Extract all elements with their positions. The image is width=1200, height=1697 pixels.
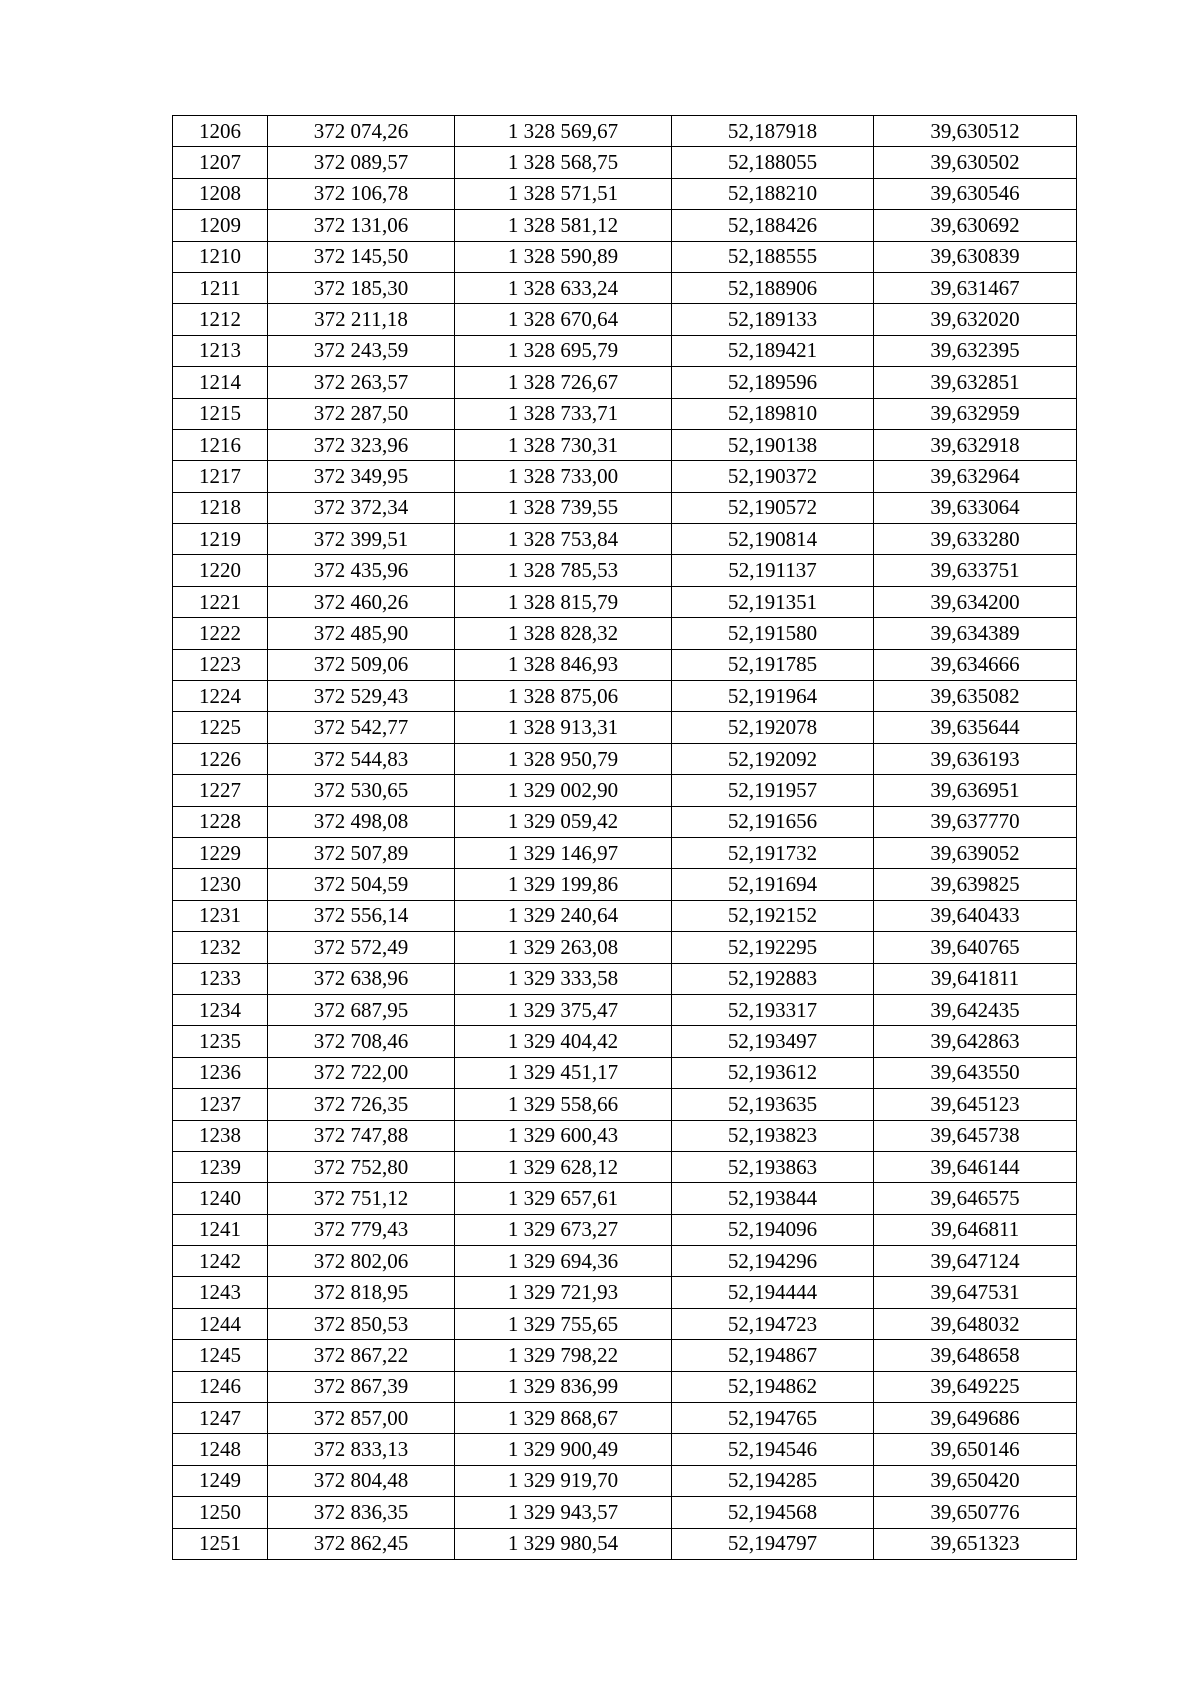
point-number-cell: 1225	[173, 712, 268, 743]
latitude-cell: 52,192883	[672, 963, 874, 994]
x-coordinate-cell: 372 867,39	[268, 1371, 455, 1402]
longitude-cell: 39,650776	[874, 1497, 1077, 1528]
x-coordinate-cell: 372 504,59	[268, 869, 455, 900]
x-coordinate-cell: 372 726,35	[268, 1089, 455, 1120]
longitude-cell: 39,635644	[874, 712, 1077, 743]
table-row	[173, 555, 1077, 586]
point-number-cell: 1237	[173, 1089, 268, 1120]
longitude-cell: 39,634389	[874, 618, 1077, 649]
longitude-cell: 39,640765	[874, 932, 1077, 963]
y-coordinate-cell: 1 328 815,79	[455, 586, 672, 617]
latitude-cell: 52,193317	[672, 994, 874, 1025]
y-coordinate-cell: 1 329 798,22	[455, 1340, 672, 1371]
y-coordinate-cell: 1 329 451,17	[455, 1057, 672, 1088]
longitude-cell: 39,636193	[874, 743, 1077, 774]
point-number-cell: 1215	[173, 398, 268, 429]
latitude-cell: 52,188055	[672, 147, 874, 178]
x-coordinate-cell: 372 185,30	[268, 272, 455, 303]
point-number-cell: 1233	[173, 963, 268, 994]
longitude-cell: 39,630692	[874, 210, 1077, 241]
y-coordinate-cell: 1 329 836,99	[455, 1371, 672, 1402]
x-coordinate-cell: 372 556,14	[268, 900, 455, 931]
y-coordinate-cell: 1 328 581,12	[455, 210, 672, 241]
latitude-cell: 52,190572	[672, 492, 874, 523]
longitude-cell: 39,632959	[874, 398, 1077, 429]
latitude-cell: 52,188906	[672, 272, 874, 303]
x-coordinate-cell: 372 399,51	[268, 524, 455, 555]
latitude-cell: 52,194867	[672, 1340, 874, 1371]
longitude-cell: 39,639825	[874, 869, 1077, 900]
point-number-cell: 1238	[173, 1120, 268, 1151]
y-coordinate-cell: 1 328 733,00	[455, 461, 672, 492]
table-row	[173, 492, 1077, 523]
x-coordinate-cell: 372 802,06	[268, 1246, 455, 1277]
table-row	[173, 1246, 1077, 1277]
longitude-cell: 39,630546	[874, 178, 1077, 209]
table-row	[173, 994, 1077, 1025]
point-number-cell: 1218	[173, 492, 268, 523]
x-coordinate-cell: 372 857,00	[268, 1403, 455, 1434]
x-coordinate-cell: 372 687,95	[268, 994, 455, 1025]
y-coordinate-cell: 1 328 568,75	[455, 147, 672, 178]
latitude-cell: 52,194444	[672, 1277, 874, 1308]
table-row	[173, 1371, 1077, 1402]
table-row	[173, 1528, 1077, 1559]
y-coordinate-cell: 1 328 590,89	[455, 241, 672, 272]
latitude-cell: 52,194723	[672, 1308, 874, 1339]
longitude-cell: 39,633280	[874, 524, 1077, 555]
table-row	[173, 837, 1077, 868]
table-row	[173, 1277, 1077, 1308]
latitude-cell: 52,187918	[672, 116, 874, 147]
x-coordinate-cell: 372 529,43	[268, 681, 455, 712]
longitude-cell: 39,630502	[874, 147, 1077, 178]
point-number-cell: 1222	[173, 618, 268, 649]
table-row	[173, 1151, 1077, 1182]
point-number-cell: 1216	[173, 429, 268, 460]
longitude-cell: 39,632395	[874, 335, 1077, 366]
y-coordinate-cell: 1 328 571,51	[455, 178, 672, 209]
table-row	[173, 681, 1077, 712]
latitude-cell: 52,190814	[672, 524, 874, 555]
latitude-cell: 52,191964	[672, 681, 874, 712]
y-coordinate-cell: 1 329 146,97	[455, 837, 672, 868]
table-row	[173, 618, 1077, 649]
x-coordinate-cell: 372 507,89	[268, 837, 455, 868]
longitude-cell: 39,649686	[874, 1403, 1077, 1434]
point-number-cell: 1212	[173, 304, 268, 335]
point-number-cell: 1248	[173, 1434, 268, 1465]
x-coordinate-cell: 372 751,12	[268, 1183, 455, 1214]
y-coordinate-cell: 1 329 694,36	[455, 1246, 672, 1277]
longitude-cell: 39,646811	[874, 1214, 1077, 1245]
table-row	[173, 1308, 1077, 1339]
table-row	[173, 116, 1077, 147]
x-coordinate-cell: 372 435,96	[268, 555, 455, 586]
point-number-cell: 1251	[173, 1528, 268, 1559]
x-coordinate-cell: 372 833,13	[268, 1434, 455, 1465]
coordinates-table	[172, 115, 1077, 1560]
point-number-cell: 1208	[173, 178, 268, 209]
point-number-cell: 1232	[173, 932, 268, 963]
latitude-cell: 52,188426	[672, 210, 874, 241]
x-coordinate-cell: 372 747,88	[268, 1120, 455, 1151]
x-coordinate-cell: 372 804,48	[268, 1465, 455, 1496]
longitude-cell: 39,631467	[874, 272, 1077, 303]
x-coordinate-cell: 372 287,50	[268, 398, 455, 429]
y-coordinate-cell: 1 328 633,24	[455, 272, 672, 303]
longitude-cell: 39,636951	[874, 775, 1077, 806]
latitude-cell: 52,191694	[672, 869, 874, 900]
table-row	[173, 398, 1077, 429]
table-row	[173, 932, 1077, 963]
y-coordinate-cell: 1 328 950,79	[455, 743, 672, 774]
y-coordinate-cell: 1 329 755,65	[455, 1308, 672, 1339]
latitude-cell: 52,194546	[672, 1434, 874, 1465]
latitude-cell: 52,188210	[672, 178, 874, 209]
y-coordinate-cell: 1 329 059,42	[455, 806, 672, 837]
longitude-cell: 39,648658	[874, 1340, 1077, 1371]
y-coordinate-cell: 1 328 726,67	[455, 367, 672, 398]
y-coordinate-cell: 1 329 002,90	[455, 775, 672, 806]
y-coordinate-cell: 1 329 600,43	[455, 1120, 672, 1151]
table-row	[173, 869, 1077, 900]
y-coordinate-cell: 1 328 846,93	[455, 649, 672, 680]
x-coordinate-cell: 372 867,22	[268, 1340, 455, 1371]
latitude-cell: 52,191957	[672, 775, 874, 806]
longitude-cell: 39,647124	[874, 1246, 1077, 1277]
latitude-cell: 52,192295	[672, 932, 874, 963]
point-number-cell: 1241	[173, 1214, 268, 1245]
x-coordinate-cell: 372 106,78	[268, 178, 455, 209]
longitude-cell: 39,632964	[874, 461, 1077, 492]
table-row	[173, 1497, 1077, 1528]
longitude-cell: 39,643550	[874, 1057, 1077, 1088]
x-coordinate-cell: 372 836,35	[268, 1497, 455, 1528]
point-number-cell: 1223	[173, 649, 268, 680]
longitude-cell: 39,632020	[874, 304, 1077, 335]
longitude-cell: 39,646144	[874, 1151, 1077, 1182]
y-coordinate-cell: 1 329 240,64	[455, 900, 672, 931]
table-row	[173, 1057, 1077, 1088]
table-row	[173, 1340, 1077, 1371]
y-coordinate-cell: 1 328 733,71	[455, 398, 672, 429]
table-row	[173, 649, 1077, 680]
x-coordinate-cell: 372 349,95	[268, 461, 455, 492]
point-number-cell: 1242	[173, 1246, 268, 1277]
table-row	[173, 210, 1077, 241]
longitude-cell: 39,650146	[874, 1434, 1077, 1465]
x-coordinate-cell: 372 509,06	[268, 649, 455, 680]
point-number-cell: 1206	[173, 116, 268, 147]
longitude-cell: 39,648032	[874, 1308, 1077, 1339]
table-row	[173, 775, 1077, 806]
point-number-cell: 1210	[173, 241, 268, 272]
latitude-cell: 52,191732	[672, 837, 874, 868]
table-row	[173, 712, 1077, 743]
longitude-cell: 39,641811	[874, 963, 1077, 994]
y-coordinate-cell: 1 329 919,70	[455, 1465, 672, 1496]
latitude-cell: 52,191351	[672, 586, 874, 617]
table-row	[173, 743, 1077, 774]
longitude-cell: 39,632851	[874, 367, 1077, 398]
point-number-cell: 1227	[173, 775, 268, 806]
longitude-cell: 39,632918	[874, 429, 1077, 460]
longitude-cell: 39,642863	[874, 1026, 1077, 1057]
table-row	[173, 241, 1077, 272]
x-coordinate-cell: 372 323,96	[268, 429, 455, 460]
y-coordinate-cell: 1 329 943,57	[455, 1497, 672, 1528]
point-number-cell: 1226	[173, 743, 268, 774]
latitude-cell: 52,193612	[672, 1057, 874, 1088]
x-coordinate-cell: 372 131,06	[268, 210, 455, 241]
y-coordinate-cell: 1 328 753,84	[455, 524, 672, 555]
y-coordinate-cell: 1 329 333,58	[455, 963, 672, 994]
latitude-cell: 52,191137	[672, 555, 874, 586]
y-coordinate-cell: 1 329 868,67	[455, 1403, 672, 1434]
y-coordinate-cell: 1 328 875,06	[455, 681, 672, 712]
table-row	[173, 1403, 1077, 1434]
x-coordinate-cell: 372 372,34	[268, 492, 455, 523]
table-row	[173, 806, 1077, 837]
latitude-cell: 52,194862	[672, 1371, 874, 1402]
point-number-cell: 1224	[173, 681, 268, 712]
latitude-cell: 52,193497	[672, 1026, 874, 1057]
point-number-cell: 1219	[173, 524, 268, 555]
x-coordinate-cell: 372 638,96	[268, 963, 455, 994]
y-coordinate-cell: 1 329 199,86	[455, 869, 672, 900]
y-coordinate-cell: 1 329 721,93	[455, 1277, 672, 1308]
table-row	[173, 304, 1077, 335]
latitude-cell: 52,190138	[672, 429, 874, 460]
point-number-cell: 1229	[173, 837, 268, 868]
latitude-cell: 52,192152	[672, 900, 874, 931]
x-coordinate-cell: 372 145,50	[268, 241, 455, 272]
latitude-cell: 52,194096	[672, 1214, 874, 1245]
latitude-cell: 52,191785	[672, 649, 874, 680]
y-coordinate-cell: 1 328 785,53	[455, 555, 672, 586]
y-coordinate-cell: 1 328 695,79	[455, 335, 672, 366]
latitude-cell: 52,191656	[672, 806, 874, 837]
longitude-cell: 39,639052	[874, 837, 1077, 868]
point-number-cell: 1236	[173, 1057, 268, 1088]
latitude-cell: 52,194296	[672, 1246, 874, 1277]
y-coordinate-cell: 1 329 263,08	[455, 932, 672, 963]
latitude-cell: 52,193823	[672, 1120, 874, 1151]
latitude-cell: 52,191580	[672, 618, 874, 649]
longitude-cell: 39,642435	[874, 994, 1077, 1025]
table-row	[173, 1465, 1077, 1496]
y-coordinate-cell: 1 328 730,31	[455, 429, 672, 460]
point-number-cell: 1246	[173, 1371, 268, 1402]
latitude-cell: 52,190372	[672, 461, 874, 492]
x-coordinate-cell: 372 211,18	[268, 304, 455, 335]
longitude-cell: 39,645738	[874, 1120, 1077, 1151]
point-number-cell: 1211	[173, 272, 268, 303]
latitude-cell: 52,194568	[672, 1497, 874, 1528]
table-row	[173, 963, 1077, 994]
table-row	[173, 586, 1077, 617]
table-row	[173, 367, 1077, 398]
latitude-cell: 52,189133	[672, 304, 874, 335]
point-number-cell: 1245	[173, 1340, 268, 1371]
latitude-cell: 52,188555	[672, 241, 874, 272]
point-number-cell: 1230	[173, 869, 268, 900]
x-coordinate-cell: 372 850,53	[268, 1308, 455, 1339]
y-coordinate-cell: 1 329 404,42	[455, 1026, 672, 1057]
point-number-cell: 1234	[173, 994, 268, 1025]
table-row	[173, 335, 1077, 366]
point-number-cell: 1249	[173, 1465, 268, 1496]
latitude-cell: 52,193863	[672, 1151, 874, 1182]
y-coordinate-cell: 1 328 569,67	[455, 116, 672, 147]
x-coordinate-cell: 372 074,26	[268, 116, 455, 147]
x-coordinate-cell: 372 544,83	[268, 743, 455, 774]
y-coordinate-cell: 1 329 673,27	[455, 1214, 672, 1245]
table-row	[173, 272, 1077, 303]
point-number-cell: 1207	[173, 147, 268, 178]
y-coordinate-cell: 1 329 900,49	[455, 1434, 672, 1465]
point-number-cell: 1217	[173, 461, 268, 492]
coordinates-table-body	[173, 116, 1077, 1560]
table-row	[173, 1214, 1077, 1245]
table-row	[173, 178, 1077, 209]
y-coordinate-cell: 1 329 657,61	[455, 1183, 672, 1214]
table-row	[173, 1089, 1077, 1120]
longitude-cell: 39,634200	[874, 586, 1077, 617]
longitude-cell: 39,633751	[874, 555, 1077, 586]
x-coordinate-cell: 372 752,80	[268, 1151, 455, 1182]
longitude-cell: 39,633064	[874, 492, 1077, 523]
longitude-cell: 39,635082	[874, 681, 1077, 712]
point-number-cell: 1228	[173, 806, 268, 837]
point-number-cell: 1240	[173, 1183, 268, 1214]
table-row	[173, 461, 1077, 492]
point-number-cell: 1221	[173, 586, 268, 617]
y-coordinate-cell: 1 328 670,64	[455, 304, 672, 335]
table-row	[173, 524, 1077, 555]
y-coordinate-cell: 1 329 558,66	[455, 1089, 672, 1120]
latitude-cell: 52,194797	[672, 1528, 874, 1559]
y-coordinate-cell: 1 328 828,32	[455, 618, 672, 649]
latitude-cell: 52,194765	[672, 1403, 874, 1434]
longitude-cell: 39,637770	[874, 806, 1077, 837]
longitude-cell: 39,640433	[874, 900, 1077, 931]
x-coordinate-cell: 372 243,59	[268, 335, 455, 366]
table-row	[173, 429, 1077, 460]
table-row	[173, 1026, 1077, 1057]
longitude-cell: 39,649225	[874, 1371, 1077, 1402]
latitude-cell: 52,189596	[672, 367, 874, 398]
y-coordinate-cell: 1 328 913,31	[455, 712, 672, 743]
x-coordinate-cell: 372 779,43	[268, 1214, 455, 1245]
latitude-cell: 52,194285	[672, 1465, 874, 1496]
x-coordinate-cell: 372 542,77	[268, 712, 455, 743]
latitude-cell: 52,193844	[672, 1183, 874, 1214]
longitude-cell: 39,630839	[874, 241, 1077, 272]
x-coordinate-cell: 372 263,57	[268, 367, 455, 398]
point-number-cell: 1239	[173, 1151, 268, 1182]
x-coordinate-cell: 372 460,26	[268, 586, 455, 617]
longitude-cell: 39,645123	[874, 1089, 1077, 1120]
table-row	[173, 1120, 1077, 1151]
latitude-cell: 52,192078	[672, 712, 874, 743]
x-coordinate-cell: 372 722,00	[268, 1057, 455, 1088]
latitude-cell: 52,192092	[672, 743, 874, 774]
y-coordinate-cell: 1 329 628,12	[455, 1151, 672, 1182]
x-coordinate-cell: 372 572,49	[268, 932, 455, 963]
point-number-cell: 1220	[173, 555, 268, 586]
x-coordinate-cell: 372 089,57	[268, 147, 455, 178]
longitude-cell: 39,630512	[874, 116, 1077, 147]
x-coordinate-cell: 372 818,95	[268, 1277, 455, 1308]
point-number-cell: 1243	[173, 1277, 268, 1308]
latitude-cell: 52,189421	[672, 335, 874, 366]
table-row	[173, 1183, 1077, 1214]
table-row	[173, 900, 1077, 931]
x-coordinate-cell: 372 862,45	[268, 1528, 455, 1559]
y-coordinate-cell: 1 328 739,55	[455, 492, 672, 523]
x-coordinate-cell: 372 498,08	[268, 806, 455, 837]
x-coordinate-cell: 372 485,90	[268, 618, 455, 649]
latitude-cell: 52,189810	[672, 398, 874, 429]
longitude-cell: 39,650420	[874, 1465, 1077, 1496]
y-coordinate-cell: 1 329 375,47	[455, 994, 672, 1025]
point-number-cell: 1214	[173, 367, 268, 398]
longitude-cell: 39,646575	[874, 1183, 1077, 1214]
point-number-cell: 1247	[173, 1403, 268, 1434]
y-coordinate-cell: 1 329 980,54	[455, 1528, 672, 1559]
longitude-cell: 39,634666	[874, 649, 1077, 680]
point-number-cell: 1209	[173, 210, 268, 241]
point-number-cell: 1250	[173, 1497, 268, 1528]
point-number-cell: 1213	[173, 335, 268, 366]
table-row	[173, 1434, 1077, 1465]
x-coordinate-cell: 372 708,46	[268, 1026, 455, 1057]
longitude-cell: 39,647531	[874, 1277, 1077, 1308]
point-number-cell: 1244	[173, 1308, 268, 1339]
table-row	[173, 147, 1077, 178]
point-number-cell: 1231	[173, 900, 268, 931]
latitude-cell: 52,193635	[672, 1089, 874, 1120]
point-number-cell: 1235	[173, 1026, 268, 1057]
longitude-cell: 39,651323	[874, 1528, 1077, 1559]
x-coordinate-cell: 372 530,65	[268, 775, 455, 806]
